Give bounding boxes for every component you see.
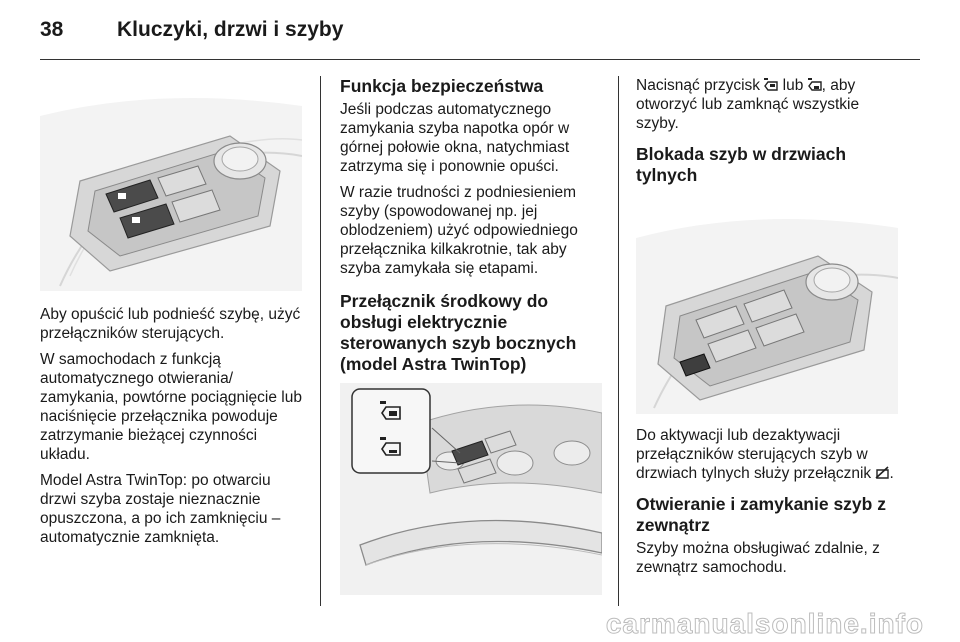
page-header [40, 18, 920, 48]
paragraph-operate-switches: Aby opuścić lub podnieść szybę, użyć przełączników sterujących. [40, 306, 301, 342]
window-close-icon [808, 78, 822, 91]
heading-center-switch: Przełącznik środkowy do obsługi elektrycznie sterowanych szyb bocznych (model Astra TwinTop) [340, 291, 577, 374]
column-3 [636, 76, 898, 584]
header-rule [40, 59, 920, 60]
door-switch-illustration [40, 76, 302, 291]
center-switch-figure [340, 383, 602, 595]
column-2 [340, 76, 602, 595]
window-open-icon [764, 78, 778, 91]
door-switch-figure [40, 76, 302, 291]
footer [0, 604, 960, 642]
running-title: Kluczyki, drzwi i szyby [117, 18, 344, 41]
paragraph-child-lock: Do aktywacji lub dezaktywacji przełączników sterujących szyb w drzwiach tylnych służy przełącznik . [636, 427, 894, 482]
rear-lock-illustration [636, 194, 898, 414]
center-switch-illustration [340, 383, 602, 595]
paragraph-auto-function: W samochodach z funkcją automatycznego otwierania/ zamykania, powtórne pociągnięcie lub naciśnięcie przełącznika powoduje zatrzymanie bieżącej czynności układu. [40, 351, 302, 463]
paragraph-icing: W razie trudności z podniesieniem szyby (spowodowanej np. jej oblodzeniem) użyć odpowiedniego przełącznika kilkakrotnie, tak aby szyba zamykała się etapami. [340, 184, 578, 277]
paragraph-twintop-doors: Model Astra TwinTop: po otwarciu drzwi szyba zostaje nieznacznie opuszczona, a po ich zamknięciu – automatycznie zamknięta. [40, 472, 281, 546]
rear-lock-figure [636, 194, 898, 414]
heading-remote-operation: Otwieranie i zamykanie szyb z zewnątrz [636, 494, 886, 535]
column-divider-2 [618, 76, 619, 606]
column-divider-1 [320, 76, 321, 606]
column-1 [40, 76, 302, 554]
heading-safety-function: Funkcja bezpieczeństwa [340, 76, 544, 96]
page-number: 38 [40, 18, 64, 41]
paragraph-all-windows: Nacisnąć przycisk lub , aby otworzyć lub zamknąć wszystkie szyby. [636, 77, 860, 132]
paragraph-safety-reverse: Jeśli podczas automatycznego zamykania szyba napotka opór w górnej połowie okna, natychmiast zatrzyma się i ponownie opuści. [340, 101, 570, 175]
heading-rear-lock: Blokada szyb w drzwiach tylnych [636, 144, 847, 185]
window-lock-icon [875, 466, 889, 479]
paragraph-remote: Szyby można obsługiwać zdalnie, z zewnątrz samochodu. [636, 540, 880, 576]
watermark: carmanualsonline.info [605, 608, 924, 639]
